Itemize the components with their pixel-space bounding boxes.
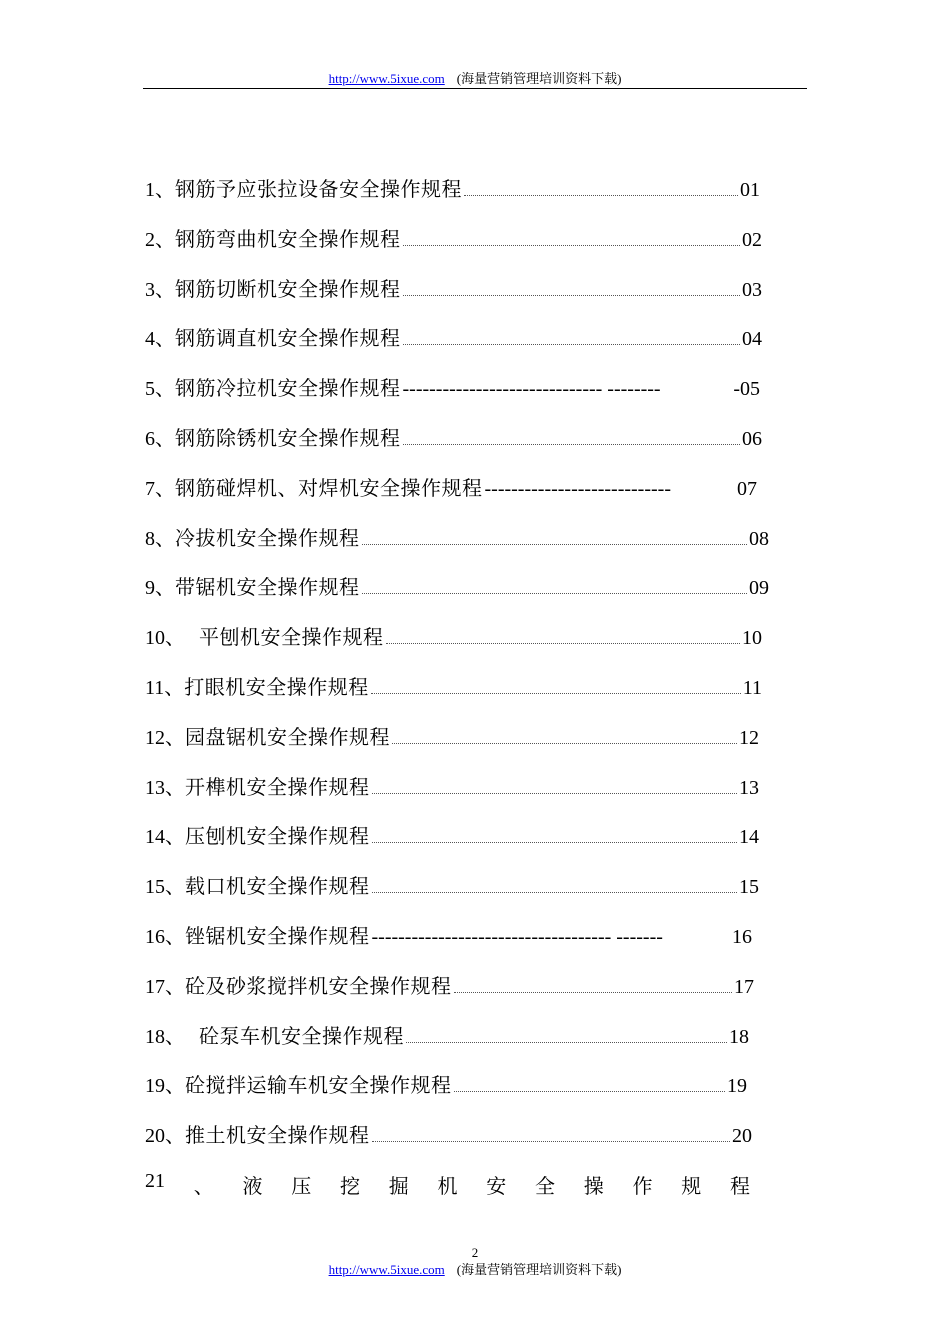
header-rule <box>143 88 807 89</box>
toc-entry-number: 14、 <box>145 826 185 849</box>
page-header <box>0 68 950 87</box>
toc-entry[interactable] <box>145 1118 752 1148</box>
toc-entry-title: 锉锯机安全操作规程 <box>185 924 370 948</box>
toc-entry-number: 21 <box>145 1170 165 1192</box>
toc-entry-title: 钢筋切断机安全操作规程 <box>175 276 401 301</box>
toc-entry[interactable] <box>145 222 762 252</box>
toc-entry-title: 带锯机安全操作规程 <box>175 575 360 600</box>
toc-dash-leader: ------------------------------------ ------- <box>371 926 663 948</box>
toc-dot-leader <box>464 195 738 196</box>
toc-entry-number: 20、 <box>145 1125 185 1148</box>
toc-entry-number: 19、 <box>145 1075 185 1098</box>
toc-dot-leader <box>406 1042 727 1043</box>
toc-entry-page: 11 <box>742 677 762 699</box>
toc-dot-leader <box>371 693 741 694</box>
toc-entry-title: 压刨机安全操作规程 <box>185 824 370 849</box>
toc-entry-number: 15、 <box>145 876 185 899</box>
header-note: (海量营销管理培训资料下载) <box>456 71 622 86</box>
toc-entry-page: 18 <box>729 1025 749 1048</box>
toc-entry-title: 开榫机安全操作规程 <box>185 774 370 799</box>
toc-entry-page: 19 <box>727 1075 747 1098</box>
toc-dot-leader <box>392 743 737 744</box>
toc-entry-page: 15 <box>739 876 759 899</box>
toc-entry-page: 14 <box>739 826 759 849</box>
toc-entry-title: 钢筋冷拉机安全操作规程 <box>175 376 401 401</box>
toc-entry-title-char: 程 <box>730 1174 750 1198</box>
toc-entry[interactable] <box>145 272 762 302</box>
toc-entry-number: 6、 <box>145 428 175 450</box>
toc-entry-number: 2、 <box>145 228 175 251</box>
toc-entry[interactable] <box>145 869 759 899</box>
toc-entry-title: 钢筋碰焊机、对焊机安全操作规程 <box>175 475 483 500</box>
toc-entry-title: 载口机安全操作规程 <box>185 874 370 899</box>
toc-entry[interactable] <box>145 770 759 800</box>
toc-entry-title-char: 、 <box>193 1174 214 1198</box>
toc-entry[interactable] <box>145 670 762 700</box>
toc-entry-title-char: 挖 <box>340 1174 360 1198</box>
toc-entry-title: 砼及砂浆搅拌机安全操作规程 <box>185 973 452 998</box>
toc-entry-number: 10、 <box>145 627 185 650</box>
toc-entry-number: 7、 <box>145 477 175 500</box>
toc-entry-title: 推土机安全操作规程 <box>185 1123 370 1148</box>
toc-entry-title-char: 安 <box>486 1174 507 1198</box>
toc-entry-title: 钢筋予应张拉设备安全操作规程 <box>175 177 462 201</box>
toc-entry[interactable] <box>145 570 769 600</box>
toc-dot-leader <box>403 344 741 345</box>
toc-entry-page: -05 <box>733 378 760 401</box>
toc-dash-leader: ------------------------------ -------- <box>402 378 661 401</box>
toc-entry-number: 9、 <box>145 577 175 600</box>
toc-entry[interactable] <box>145 1019 749 1049</box>
toc-entry-number: 13、 <box>145 776 185 799</box>
toc-entry-page: 09 <box>749 577 769 600</box>
toc-entry-title-char: 掘 <box>388 1174 409 1198</box>
toc-entry-title: 打眼机安全操作规程 <box>184 675 369 699</box>
toc-entry-title: 砼泵车机安全操作规程 <box>199 1023 404 1048</box>
toc-entry-title-char: 规 <box>681 1174 702 1198</box>
toc-entry-title: 冷拔机安全操作规程 <box>175 525 360 550</box>
toc-entry-page: 02 <box>742 228 762 251</box>
toc-dot-leader <box>454 992 733 993</box>
toc-entry-title: 钢筋调直机安全操作规程 <box>175 326 401 351</box>
toc-entry[interactable] <box>145 1068 747 1098</box>
toc-entry-number: 18、 <box>145 1025 185 1048</box>
toc-entry-page: 17 <box>734 975 754 998</box>
toc-dash-leader: ---------------------------- <box>484 477 671 500</box>
footer-link[interactable]: http://www.5ixue.com <box>328 1262 445 1277</box>
toc-dot-leader <box>403 444 741 445</box>
toc-entry-title: 平刨机安全操作规程 <box>199 625 384 650</box>
footer-note: (海量营销管理培训资料下载) <box>456 1262 622 1277</box>
toc-entry-title: 砼搅拌运输车机安全操作规程 <box>185 1073 452 1098</box>
toc-entry[interactable] <box>145 172 760 202</box>
toc-entry-title-char: 操 <box>583 1174 604 1198</box>
page-footer <box>0 1244 950 1278</box>
toc-entry[interactable] <box>145 521 769 551</box>
toc-entry-page: 03 <box>742 278 762 301</box>
toc-entry-title-char: 机 <box>437 1174 458 1198</box>
toc-entry-number: 17、 <box>145 975 185 998</box>
toc-entry-number: 4、 <box>145 328 175 351</box>
toc-entry-title-char: 液 <box>242 1174 263 1198</box>
toc-entry-number: 12、 <box>145 726 185 749</box>
toc-entry-number: 11、 <box>145 677 185 699</box>
header-link[interactable]: http://www.5ixue.com <box>328 71 445 86</box>
toc-entry-number: 8、 <box>145 527 175 550</box>
toc-entry-title-char: 压 <box>291 1174 312 1198</box>
toc-entry[interactable] <box>145 919 752 949</box>
toc-entry-title-char: 全 <box>535 1174 555 1198</box>
toc-entry-title: 钢筋弯曲机安全操作规程 <box>175 226 401 251</box>
toc-entry-title-char: 作 <box>632 1174 653 1198</box>
toc-entry-title: 园盘锯机安全操作规程 <box>185 724 390 749</box>
toc-entry[interactable] <box>145 819 759 849</box>
toc-entry-number: 5、 <box>145 378 175 401</box>
toc-entry-page: 20 <box>732 1125 752 1148</box>
toc-entry-page: 08 <box>749 527 769 550</box>
page-number: 2 <box>471 1245 479 1260</box>
toc-dot-leader <box>362 593 748 594</box>
toc-entry-page: 16 <box>732 926 752 948</box>
toc-dot-leader <box>454 1091 726 1092</box>
toc-dot-leader <box>386 643 741 644</box>
toc-entry[interactable] <box>145 969 754 999</box>
toc-dot-leader <box>372 793 738 794</box>
toc-dot-leader <box>403 245 741 246</box>
toc-entry[interactable] <box>145 471 757 501</box>
toc-dot-leader <box>372 842 738 843</box>
toc-entry-page: 06 <box>742 428 762 450</box>
toc-entry[interactable] <box>145 371 760 401</box>
toc-entry-page: 13 <box>739 776 759 799</box>
toc-entry[interactable] <box>145 421 762 451</box>
toc-entry-page: 12 <box>739 726 759 749</box>
toc-dot-leader <box>372 892 738 893</box>
toc-entry-number: 16、 <box>145 926 185 948</box>
toc-dot-leader <box>362 544 748 545</box>
toc-entry-page: 01 <box>740 179 760 201</box>
toc-entry-21[interactable] <box>145 1170 750 1199</box>
toc-entry-page: 07 <box>737 477 757 500</box>
toc-entry-number: 1、 <box>145 179 175 201</box>
toc-entry-title: 钢筋除锈机安全操作规程 <box>175 426 401 450</box>
toc-entry-number: 3、 <box>145 278 175 301</box>
toc-entry-page: 10 <box>742 627 762 650</box>
toc-entry[interactable] <box>145 321 762 351</box>
toc-dot-leader <box>403 295 741 296</box>
toc-entry[interactable] <box>145 720 759 750</box>
toc-entry-page: 04 <box>742 328 762 351</box>
toc-dot-leader <box>372 1141 731 1142</box>
toc-entry[interactable] <box>145 620 762 650</box>
